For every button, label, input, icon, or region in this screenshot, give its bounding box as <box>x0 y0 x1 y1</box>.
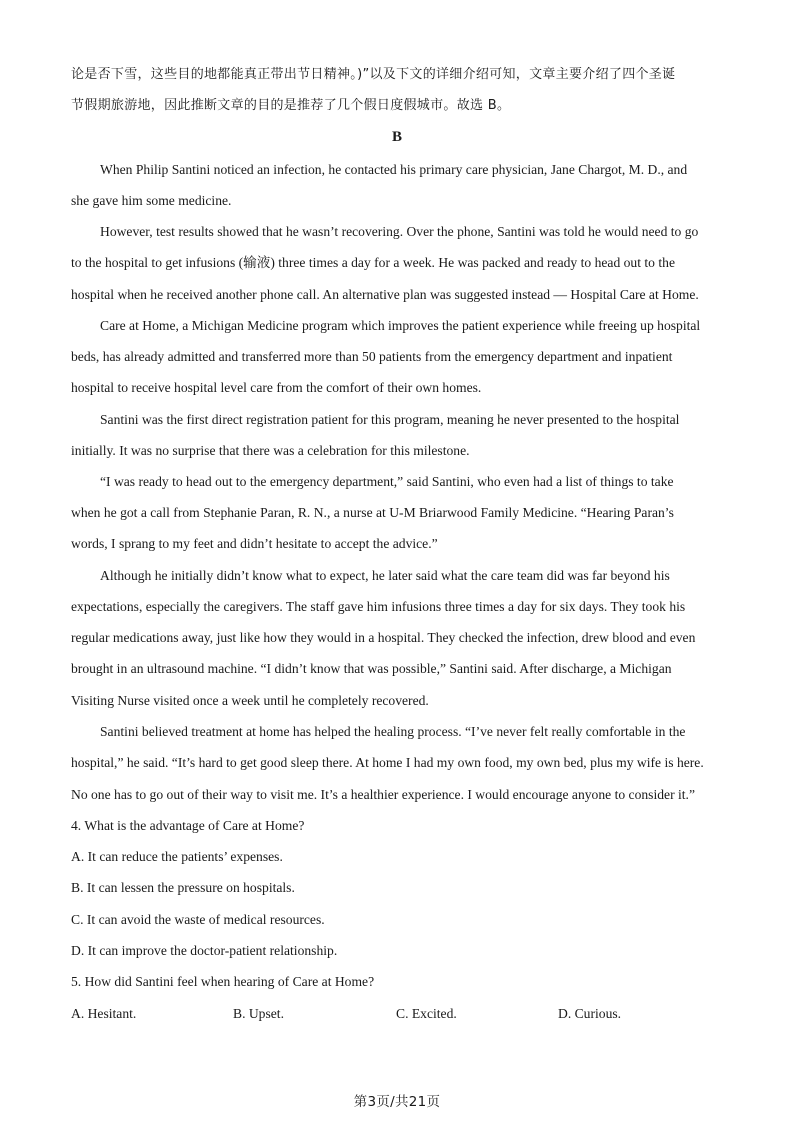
passage-line: “I was ready to head out to the emergency department,” said Santini, who even had a list of things to take <box>100 474 674 489</box>
passage-line: No one has to go out of their way to visit me. It’s a healthier experience. I would encourage anyone to consider it.” <box>71 787 695 802</box>
intro-line-2: 节假期旅游地，因此推断文章的目的是推荐了几个假日度假城市。故选 B。 <box>71 98 511 113</box>
passage-line: Although he initially didn’t know what to expect, he later said what the care team did was far beyond his <box>100 568 670 583</box>
question-5-stem: 5. How did Santini feel when hearing of Care at Home? <box>71 974 375 989</box>
passage-line: beds, has already admitted and transferred more than 50 patients from the emergency department and inpatient <box>71 349 673 364</box>
question-4-option-b: B. It can lessen the pressure on hospitals. <box>71 880 295 895</box>
question-4-option-c: C. It can avoid the waste of medical resources. <box>71 912 325 927</box>
page-number: 第3页/共21页 <box>353 1094 441 1110</box>
question-5-option-b: B. Upset. <box>233 1006 284 1021</box>
question-5-option-a: A. Hesitant. <box>71 1006 137 1021</box>
passage-line: hospital when he received another phone call. An alternative plan was suggested instead — Hospital Care at Home. <box>71 287 699 302</box>
question-4-option-d: D. It can improve the doctor-patient relationship. <box>71 943 338 958</box>
passage-line: When Philip Santini noticed an infection, he contacted his primary care physician, Jane Chargot, M. D., and <box>100 162 688 177</box>
passage-line: Santini was the first direct registration patient for this program, meaning he never presented to the hospital <box>100 412 680 427</box>
question-4-stem: 4. What is the advantage of Care at Home? <box>71 818 305 833</box>
question-5-option-c: C. Excited. <box>396 1006 457 1021</box>
passage-line: when he got a call from Stephanie Paran, R. N., a nurse at U-M Briarwood Family Medicine. “Hearing Paran’s <box>71 505 674 520</box>
passage-line: Care at Home, a Michigan Medicine program which improves the patient experience while freeing up hospital <box>100 318 701 333</box>
passage-line: to the hospital to get infusions (输液) three times a day for a week. He was packed and ready to head out to the <box>71 255 675 270</box>
passage-line: Santini believed treatment at home has helped the healing process. “I’ve never felt really comfortable in the <box>100 724 686 739</box>
passage-line: expectations, especially the caregivers. The staff gave him infusions three times a day for six days. They took his <box>71 599 686 614</box>
passage-line: Visiting Nurse visited once a week until he completely recovered. <box>71 693 429 708</box>
passage-line: brought in an ultrasound machine. “I didn’t know that was possible,” Santini said. After discharge, a Michigan <box>71 661 672 676</box>
passage-line: words, I sprang to my feet and didn’t hesitate to accept the advice.” <box>71 536 438 551</box>
passage-line: she gave him some medicine. <box>71 193 232 208</box>
passage-line: regular medications away, just like how they would in a hospital. They checked the infection, drew blood and even <box>71 630 696 645</box>
passage-line: However, test results showed that he wasn’t recovering. Over the phone, Santini was told he would need to go <box>100 224 699 239</box>
question-5-option-d: D. Curious. <box>558 1006 622 1021</box>
intro-line-1: 论是否下雪，这些目的地都能真正带出节日精神。)”以及下文的详细介绍可知，文章主要介绍了四个圣诞 <box>71 67 676 82</box>
passage-line: hospital,” he said. “It’s hard to get good sleep there. At home I had my own food, my own bed, plus my wife is here. <box>71 755 704 770</box>
passage-line: initially. It was no surprise that there was a celebration for this milestone. <box>71 443 470 458</box>
section-title: B <box>391 129 402 145</box>
question-4-option-a: A. It can reduce the patients’ expenses. <box>71 849 283 864</box>
passage-line: hospital to receive hospital level care from the comfort of their own homes. <box>71 380 482 395</box>
